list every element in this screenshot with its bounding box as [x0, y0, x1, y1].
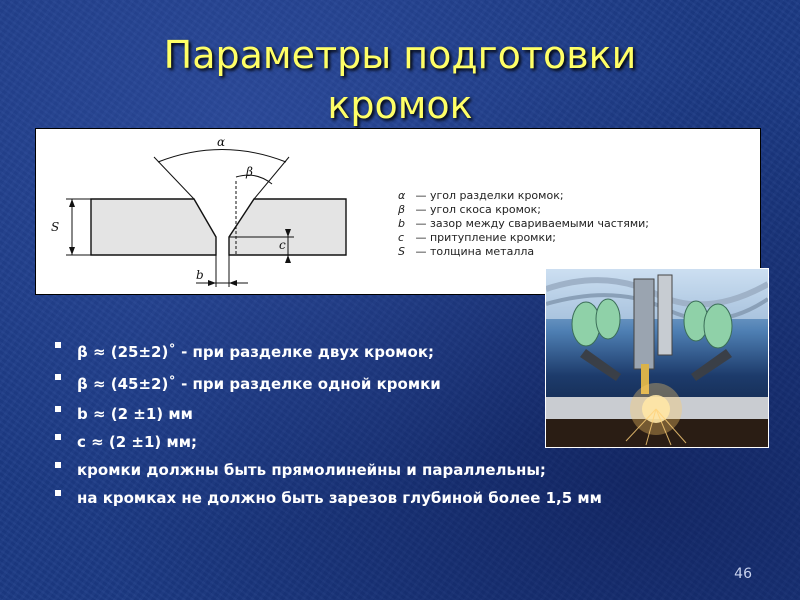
gap-label: b — [196, 268, 204, 282]
slide-title-line-2: кромок — [327, 83, 473, 127]
beta-label: β — [246, 165, 253, 179]
legend-item-beta: β — угол скоса кромок; — [398, 203, 541, 216]
alpha-label: α — [217, 135, 226, 149]
diagram-legend — [398, 189, 758, 259]
welding-robot-photo — [545, 268, 769, 448]
legend-item-s: S — толщина металла — [398, 245, 535, 258]
legend-item-b: b — зазор между свариваемыми частями; — [398, 217, 650, 230]
list-item: кромки должны быть прямолинейны и параллельны; — [55, 456, 775, 484]
list-item: b ≈ (2 ±1) мм — [55, 400, 775, 428]
thickness-label: S — [51, 220, 60, 234]
legend-item-alpha: α — угол разделки кромок; — [398, 189, 564, 202]
root-face-label: c — [279, 238, 286, 252]
list-item: на кромках не должно быть зарезов глубиной более 1,5 мм — [55, 484, 775, 512]
slide-number: 46 — [734, 566, 752, 582]
slide-title-line-1: Параметры подготовки — [163, 33, 637, 77]
slide-title — [0, 30, 800, 130]
left-plate — [91, 199, 216, 255]
list-item: β ≈ (45±2)˚ - при разделке одной кромки — [55, 368, 775, 400]
list-item: β ≈ (25±2)˚ - при разделке двух кромок; — [55, 336, 775, 368]
legend-item-c: c — притупление кромки; — [398, 231, 556, 244]
list-item: c ≈ (2 ±1) мм; — [55, 428, 775, 456]
